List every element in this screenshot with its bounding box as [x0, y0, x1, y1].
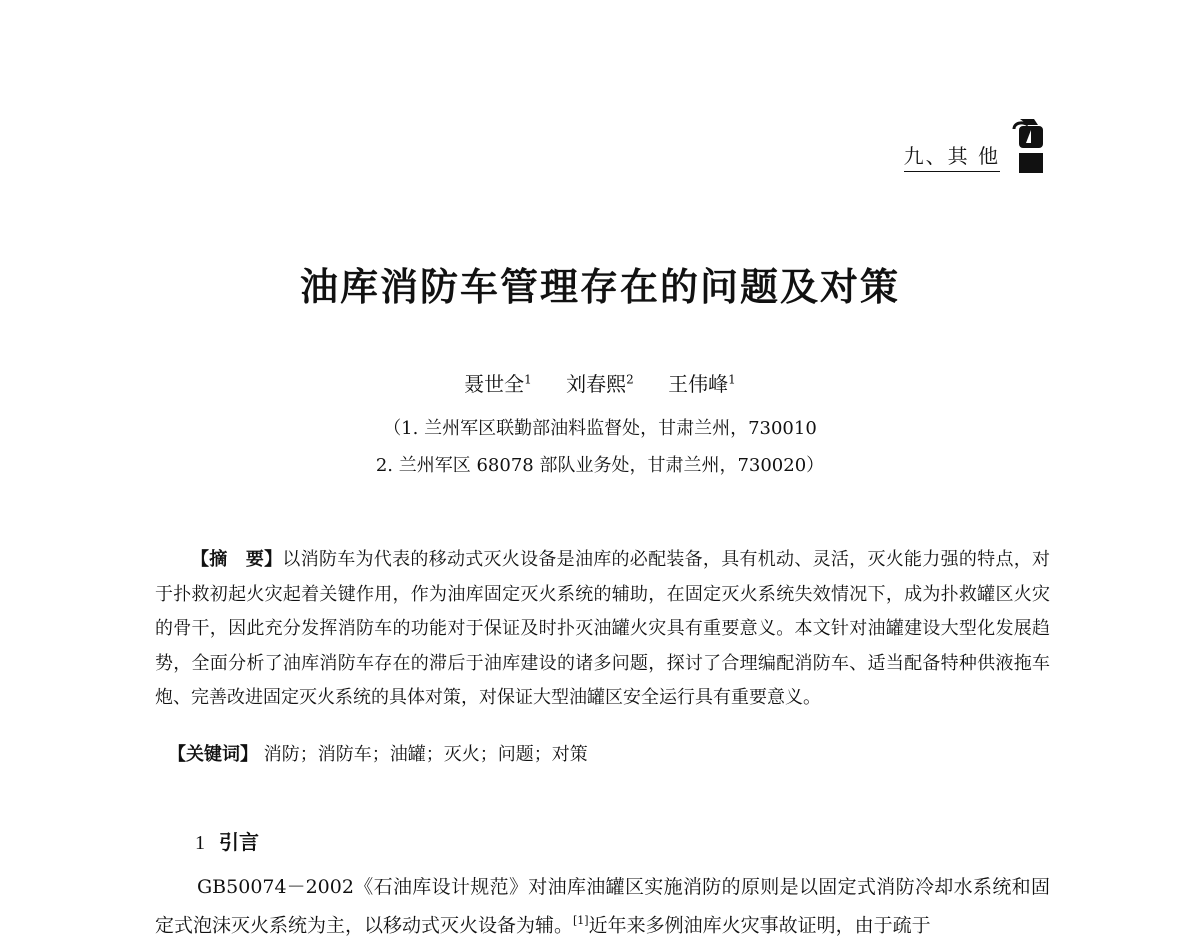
body-paragraph	[155, 870, 1050, 942]
author-3	[668, 372, 736, 396]
keywords-label: 【关键词】	[168, 744, 258, 765]
keywords-text: 消防；消防车；油罐；灭火；问题；对策	[263, 744, 588, 765]
citation-ref: [1]	[573, 914, 589, 927]
author-name: 刘春熙	[566, 372, 627, 396]
affiliation-2: 2. 兰州军区 68078 部队业务处，甘肃兰州，730020）	[375, 455, 825, 476]
author-affiliation-mark: 2	[626, 372, 634, 387]
author-name: 王伟峰	[668, 372, 729, 396]
section-number: 1	[195, 832, 205, 854]
section-heading	[195, 826, 259, 855]
abstract-label: 【摘 要】	[191, 549, 283, 570]
body-text-end: 近年来多例油库火灾事故证明，由于疏于	[588, 914, 931, 937]
affiliation-1: （1. 兰州军区联勤部油料监督处，甘肃兰州，730010	[383, 418, 817, 439]
author-name: 聂世全	[464, 372, 525, 396]
keywords	[168, 740, 588, 766]
paper-title: 油库消防车管理存在的问题及对策	[299, 264, 900, 309]
fire-extinguisher-icon	[1010, 115, 1048, 175]
author-2	[566, 372, 634, 396]
body-text-start: GB50074－2002《石油库设计规范》对油库油罐区实施消防的原则是以固定式消防冷却水系统和固定式泡沫灭火系统为主，以移动式灭火设备为辅。	[155, 876, 1050, 937]
author-affiliation-mark: 1	[524, 372, 532, 387]
section-tag: 九、其 他	[904, 140, 1000, 172]
author-list	[0, 368, 1200, 397]
section-title: 引言	[219, 830, 259, 854]
author-affiliation-mark: 1	[728, 372, 736, 387]
author-1	[464, 372, 532, 396]
abstract-text: 以消防车为代表的移动式灭火设备是油库的必配装备，具有机动、灵活，灭火能力强的特点，对于扑救初起火灾起着关键作用，作为油库固定灭火系统的辅助，在固定灭火系统失效情况下，成为扑救罐区火灾的骨干，因此充分发挥消防车的功能对于保证及时扑灭油罐火灾具有重要意义。本文针对油罐建设大型化发展趋势，全面分析了油库消防车存在的滞后于油库建设的诸多问题，探讨了合理编配消防车、适当配备特种供液拖车炮、完善改进固定灭火系统的具体对策，对保证大型油罐区安全运行具有重要意义。	[155, 549, 1051, 708]
abstract	[155, 543, 1050, 716]
